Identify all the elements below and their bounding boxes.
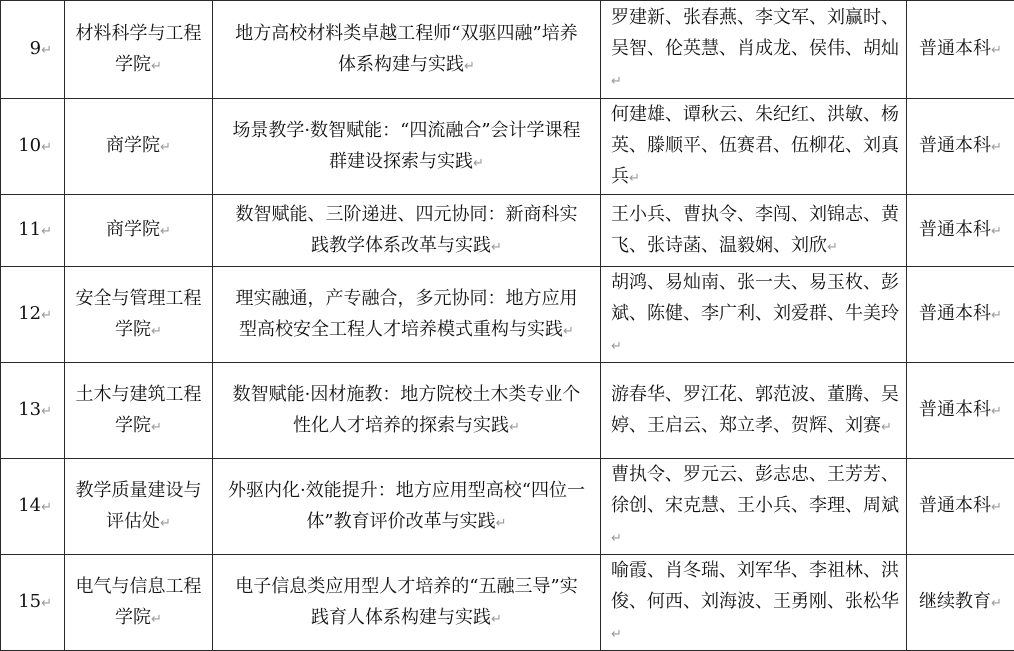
row-number-cell bbox=[1, 267, 65, 363]
table-row bbox=[1, 99, 1014, 195]
college-name: 安全与管理工程学院 bbox=[76, 288, 202, 340]
paragraph-mark-icon: ↵ bbox=[41, 224, 52, 239]
paragraph-mark-icon: ↵ bbox=[491, 612, 502, 627]
table-row bbox=[1, 195, 1014, 267]
member-list: 胡鸿、易灿南、张一夫、易玉枚、彭斌、陈健、李广利、刘爱群、牛美玲 bbox=[611, 272, 899, 324]
college-cell bbox=[65, 1, 213, 99]
paragraph-mark-icon: ↵ bbox=[496, 516, 507, 531]
category: 普通本科 bbox=[919, 399, 991, 420]
row-number: 13 bbox=[18, 399, 41, 420]
category-cell bbox=[907, 1, 1014, 99]
paragraph-mark-icon: ↵ bbox=[991, 404, 1002, 419]
college-cell bbox=[65, 267, 213, 363]
members-cell bbox=[601, 267, 907, 363]
category-cell bbox=[907, 363, 1014, 459]
member-list: 王小兵、曹执令、李闯、刘锦志、黄飞、张诗菡、温毅娴、刘欣 bbox=[611, 204, 899, 256]
category: 普通本科 bbox=[919, 303, 991, 324]
project-title-cell bbox=[213, 459, 601, 555]
college-name: 电气与信息工程学院 bbox=[76, 576, 202, 628]
paragraph-mark-icon: ↵ bbox=[491, 240, 502, 255]
college-name: 商学院 bbox=[106, 135, 160, 156]
table-row bbox=[1, 555, 1014, 651]
college-cell bbox=[65, 99, 213, 195]
paragraph-mark-icon: ↵ bbox=[41, 43, 52, 58]
paragraph-mark-icon: ↵ bbox=[473, 156, 484, 171]
paragraph-mark-icon: ↵ bbox=[881, 420, 892, 435]
college-name: 教学质量建设与评估处 bbox=[76, 480, 202, 532]
paragraph-mark-icon: ↵ bbox=[991, 43, 1002, 58]
row-number-cell bbox=[1, 459, 65, 555]
project-title-cell bbox=[213, 555, 601, 651]
paragraph-mark-icon: ↵ bbox=[151, 59, 162, 74]
college-cell bbox=[65, 363, 213, 459]
project-title: 数智赋能、三阶递进、四元协同：新商科实践教学体系改革与实践 bbox=[236, 204, 578, 256]
college-name: 商学院 bbox=[106, 219, 160, 240]
paragraph-mark-icon: ↵ bbox=[629, 171, 640, 186]
row-number: 15 bbox=[18, 591, 41, 612]
paragraph-mark-icon: ↵ bbox=[160, 516, 171, 531]
table-row bbox=[1, 459, 1014, 555]
category: 继续教育 bbox=[919, 591, 991, 612]
paragraph-mark-icon: ↵ bbox=[991, 224, 1002, 239]
row-number: 9 bbox=[30, 38, 41, 59]
college-name: 土木与建筑工程学院 bbox=[76, 384, 202, 436]
paragraph-mark-icon: ↵ bbox=[611, 531, 622, 546]
table-row bbox=[1, 267, 1014, 363]
paragraph-mark-icon: ↵ bbox=[611, 627, 622, 642]
row-number-cell bbox=[1, 99, 65, 195]
paragraph-mark-icon: ↵ bbox=[151, 324, 162, 339]
project-title: 外驱内化·效能提升：地方应用型高校“四位一体”教育评价改革与实践 bbox=[228, 480, 585, 532]
table-body bbox=[1, 1, 1014, 651]
paragraph-mark-icon: ↵ bbox=[611, 339, 622, 354]
project-title: 理实融通，产专融合，多元协同：地方应用型高校安全工程人才培养模式重构与实践 bbox=[236, 288, 578, 340]
paragraph-mark-icon: ↵ bbox=[827, 240, 838, 255]
member-list: 喻霞、肖冬瑞、刘军华、李祖林、洪俊、何西、刘海波、王勇刚、张松华 bbox=[611, 560, 899, 612]
category-cell bbox=[907, 459, 1014, 555]
paragraph-mark-icon: ↵ bbox=[509, 420, 520, 435]
member-list: 何建雄、谭秋云、朱纪红、洪敏、杨英、滕顺平、伍赛君、伍柳花、刘真兵 bbox=[611, 104, 899, 187]
paragraph-mark-icon: ↵ bbox=[41, 596, 52, 611]
paragraph-mark-icon: ↵ bbox=[991, 596, 1002, 611]
project-title: 场景教学·数智赋能：“四流融合”会计学课程群建设探索与实践 bbox=[232, 120, 580, 172]
row-number: 10 bbox=[18, 135, 41, 156]
row-number: 14 bbox=[18, 495, 41, 516]
members-cell bbox=[601, 195, 907, 267]
member-list: 曹执令、罗元云、彭志忠、王芳芳、徐创、宋克慧、王小兵、李理、周斌 bbox=[611, 464, 899, 516]
paragraph-mark-icon: ↵ bbox=[151, 420, 162, 435]
paragraph-mark-icon: ↵ bbox=[611, 74, 622, 89]
table-row bbox=[1, 363, 1014, 459]
college-name: 材料科学与工程学院 bbox=[76, 23, 202, 75]
college-cell bbox=[65, 555, 213, 651]
row-number-cell bbox=[1, 1, 65, 99]
paragraph-mark-icon: ↵ bbox=[563, 324, 574, 339]
college-cell bbox=[65, 459, 213, 555]
row-number-cell bbox=[1, 195, 65, 267]
paragraph-mark-icon: ↵ bbox=[41, 500, 52, 515]
member-list: 罗建新、张春燕、李文军、刘赢时、吴智、伦英慧、肖成龙、侯伟、胡灿 bbox=[611, 7, 899, 59]
project-title-cell bbox=[213, 99, 601, 195]
project-title-cell bbox=[213, 363, 601, 459]
paragraph-mark-icon: ↵ bbox=[41, 404, 52, 419]
members-cell bbox=[601, 555, 907, 651]
project-title: 数智赋能·因材施教：地方院校土木类专业个性化人才培养的探索与实践 bbox=[233, 384, 581, 436]
members-cell bbox=[601, 459, 907, 555]
row-number: 12 bbox=[18, 303, 41, 324]
category-cell bbox=[907, 195, 1014, 267]
members-cell bbox=[601, 99, 907, 195]
paragraph-mark-icon: ↵ bbox=[41, 308, 52, 323]
member-list: 游春华、罗江花、郭范波、董腾、吴婷、王启云、郑立孝、贺辉、刘赛 bbox=[611, 384, 899, 436]
paragraph-mark-icon: ↵ bbox=[991, 308, 1002, 323]
row-number-cell bbox=[1, 555, 65, 651]
project-title: 电子信息类应用型人才培养的“五融三导”实践育人体系构建与实践 bbox=[235, 576, 577, 628]
row-number: 11 bbox=[18, 219, 41, 240]
row-number-cell bbox=[1, 363, 65, 459]
category-cell bbox=[907, 555, 1014, 651]
category: 普通本科 bbox=[919, 38, 991, 59]
paragraph-mark-icon: ↵ bbox=[991, 500, 1002, 515]
category: 普通本科 bbox=[919, 219, 991, 240]
paragraph-mark-icon: ↵ bbox=[160, 140, 171, 155]
project-title-cell bbox=[213, 267, 601, 363]
project-title-cell bbox=[213, 1, 601, 99]
paragraph-mark-icon: ↵ bbox=[991, 140, 1002, 155]
project-title: 地方高校材料类卓越工程师“双驱四融”培养体系构建与实践 bbox=[235, 23, 577, 75]
paragraph-mark-icon: ↵ bbox=[151, 612, 162, 627]
category-cell bbox=[907, 267, 1014, 363]
members-cell bbox=[601, 363, 907, 459]
project-title-cell bbox=[213, 195, 601, 267]
category: 普通本科 bbox=[919, 495, 991, 516]
paragraph-mark-icon: ↵ bbox=[160, 224, 171, 239]
category-cell bbox=[907, 99, 1014, 195]
college-cell bbox=[65, 195, 213, 267]
table-row bbox=[1, 1, 1014, 99]
paragraph-mark-icon: ↵ bbox=[41, 140, 52, 155]
paragraph-mark-icon: ↵ bbox=[464, 59, 475, 74]
category: 普通本科 bbox=[919, 135, 991, 156]
members-cell bbox=[601, 1, 907, 99]
